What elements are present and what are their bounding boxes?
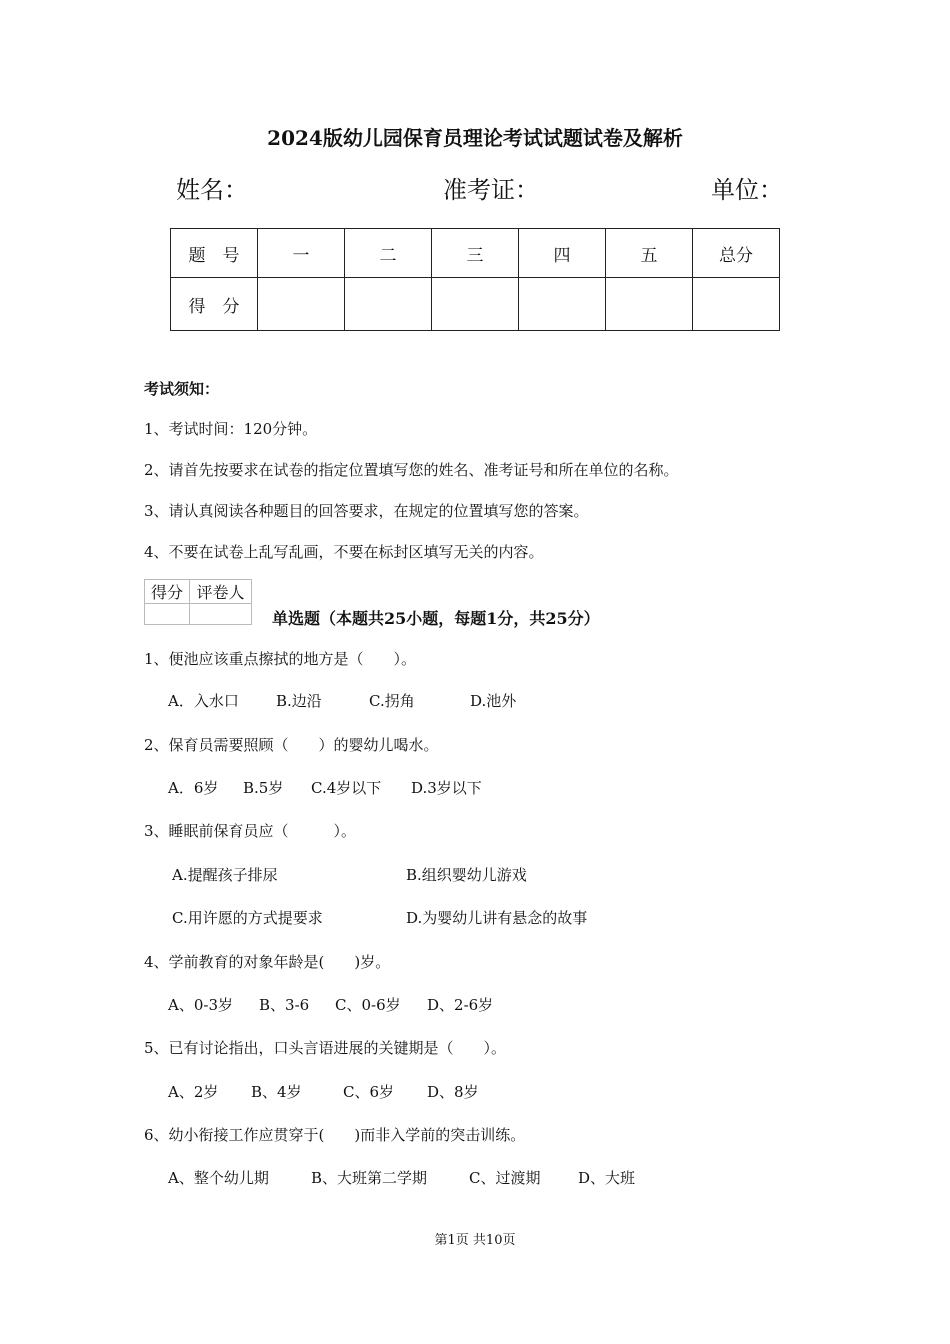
score-table-header-cell: 总分 [693, 229, 780, 278]
question-option: A．6岁 [168, 779, 219, 797]
question-option: D.为婴幼儿讲有悬念的故事 [406, 909, 588, 927]
question-stem: 6、幼小衔接工作应贯穿于( )而非入学前的突击训练。 [144, 1126, 526, 1144]
score-cell [519, 278, 606, 331]
question-stem: 1、便池应该重点擦拭的地方是（ ）。 [144, 650, 417, 668]
question-option: C.用许愿的方式提要求 [172, 909, 323, 927]
question-option: B、大班第二学期 [311, 1169, 428, 1187]
notice-item: 3、请认真阅读各种题目的回答要求，在规定的位置填写您的答案。 [144, 502, 589, 520]
question-option: D、8岁 [427, 1083, 479, 1101]
ticket-number-label: 准考证： [443, 176, 539, 204]
section-title: 单选题（本题共25小题，每题1分，共25分） [272, 609, 600, 628]
question-option: D、大班 [578, 1169, 636, 1187]
grader-box-grader-label: 评卷人 [190, 580, 252, 604]
question-option: D、2-6岁 [427, 996, 494, 1014]
grader-box-blank-cell [145, 604, 190, 625]
score-cell [606, 278, 693, 331]
score-cell [693, 278, 780, 331]
score-table [170, 228, 780, 331]
question-option: C、6岁 [343, 1083, 395, 1101]
question-option: B.边沿 [276, 692, 322, 710]
notice-title: 考试须知： [144, 380, 220, 398]
score-table-header-cell: 三 [432, 229, 519, 278]
question-stem: 5、已有讨论指出，口头言语进展的关键期是（ ）。 [144, 1039, 507, 1057]
question-option: A．入水口 [168, 692, 239, 710]
question-stem: 2、保育员需要照顾（ ）的婴幼儿喝水。 [144, 736, 439, 754]
question-option: B、4岁 [251, 1083, 302, 1101]
score-table-header-cell: 一 [258, 229, 345, 278]
question-option: A.提醒孩子排尿 [172, 866, 278, 884]
question-option: D.池外 [470, 692, 517, 710]
question-option: A、0-3岁 [168, 996, 233, 1014]
score-table-score-row [171, 278, 780, 331]
question-stem: 4、学前教育的对象年龄是( )岁。 [144, 953, 391, 971]
score-table-header-cell: 五 [606, 229, 693, 278]
question-option: C.拐角 [369, 692, 415, 710]
question-option: C、0-6岁 [335, 996, 401, 1014]
notice-item: 4、不要在试卷上乱写乱画，不要在标封区填写无关的内容。 [144, 543, 544, 561]
unit-label: 单位： [711, 176, 783, 204]
grader-box-header-row [145, 580, 252, 604]
name-label: 姓名： [176, 176, 248, 204]
notice-item: 1、考试时间：120分钟。 [144, 420, 318, 438]
document-title: 2024版幼儿园保育员理论考试试题试卷及解析 [267, 126, 683, 150]
question-option: C、过渡期 [469, 1169, 541, 1187]
score-table-header-row [171, 229, 780, 278]
question-option: D.3岁以下 [411, 779, 482, 797]
question-option: B、3-6 [259, 996, 310, 1014]
score-table-header-cell: 四 [519, 229, 606, 278]
question-option: C.4岁以下 [311, 779, 382, 797]
score-cell [345, 278, 432, 331]
question-option: B.5岁 [243, 779, 284, 797]
question-stem: 3、睡眠前保育员应（ ）。 [144, 822, 357, 840]
score-table-header-cell: 题 号 [171, 229, 258, 278]
score-table-header-cell: 二 [345, 229, 432, 278]
question-option: B.组织婴幼儿游戏 [406, 866, 527, 884]
grader-box [144, 579, 252, 625]
score-cell [432, 278, 519, 331]
page-number-footer: 第1页 共10页 [434, 1233, 516, 1248]
score-cell [258, 278, 345, 331]
grader-box-score-label: 得分 [145, 580, 190, 604]
grader-box-blank-row [145, 604, 252, 625]
grader-box-blank-cell [190, 604, 252, 625]
score-row-label: 得 分 [171, 278, 258, 331]
question-option: A、2岁 [168, 1083, 219, 1101]
notice-item: 2、请首先按要求在试卷的指定位置填写您的姓名、准考证号和所在单位的名称。 [144, 461, 679, 479]
question-option: A、整个幼儿期 [168, 1169, 269, 1187]
